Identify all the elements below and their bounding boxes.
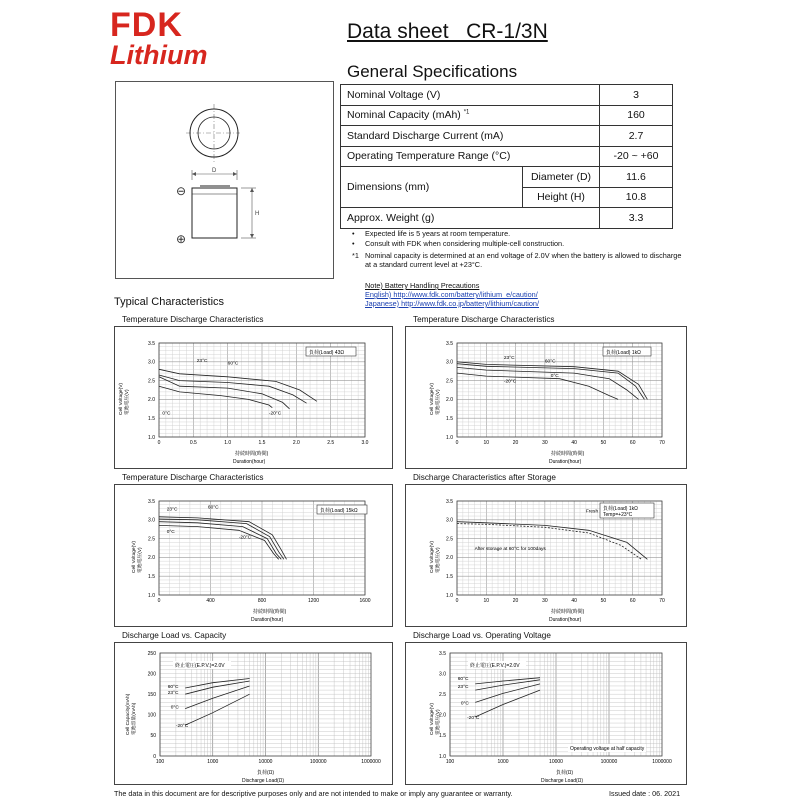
y-tick-label: 3.5 xyxy=(148,340,155,347)
minus-terminal-icon: ⊖ xyxy=(176,184,187,198)
x-tick-label: 70 xyxy=(659,440,665,446)
y-tick-label: 3.5 xyxy=(148,498,155,505)
chart-title: Discharge Load vs. Capacity xyxy=(122,631,227,640)
spec-label: Dimensions (mm) xyxy=(341,167,523,208)
chart-title: Discharge Characteristics after Storage xyxy=(413,473,556,482)
y-tick-label: 2.5 xyxy=(446,378,453,385)
x-tick-label: 0.5 xyxy=(189,440,197,446)
page-title: Data sheet CR-1/3N xyxy=(347,20,548,43)
y-axis-label-jp: 電池電圧(V) xyxy=(436,389,441,415)
series-label: After storage at 60°C for 100days xyxy=(474,546,546,552)
x-tick-label: 1600 xyxy=(359,598,371,604)
chart-c6 xyxy=(406,643,686,784)
chart-c4 xyxy=(406,485,686,626)
typical-characteristics-heading: Typical Characteristics xyxy=(114,296,225,308)
y-axis-label-jp: 電池電圧(V) xyxy=(125,389,130,415)
y-tick-label: 1.0 xyxy=(148,592,155,599)
chart-title: Temperature Discharge Characteristics xyxy=(122,473,264,482)
legend-text: 負荷(Load) 15kΩ xyxy=(320,508,358,514)
x-tick-label: 40 xyxy=(571,440,577,446)
y-axis-label-jp: 電池電圧(V) xyxy=(436,709,441,735)
general-spec-heading: General Specifications xyxy=(347,62,518,81)
x-tick-label: 20 xyxy=(512,440,519,446)
y-tick-label: 2.5 xyxy=(439,692,446,698)
series-label: -20°C xyxy=(503,379,517,385)
y-axis-label: Cell Voltage(V) xyxy=(430,383,435,415)
series-label: 23°C xyxy=(503,355,515,361)
y-tick-label: 2.0 xyxy=(148,397,155,404)
precautions-title: Note) Battery Handling Precautions xyxy=(365,281,480,290)
issued-date: Issued date : 06. 2021 xyxy=(609,789,681,798)
series-label: -20°C xyxy=(467,715,480,721)
x-tick-label: 30 xyxy=(542,598,548,604)
series-label: 60°C xyxy=(227,361,239,367)
chart-note: 終止電圧(E.P.V.)=2.0V xyxy=(175,663,225,669)
x-tick-label: 1200 xyxy=(307,598,320,604)
precautions-link-japanese[interactable]: Japanese) http://www.fdk.co.jp/battery/lithium/caution/ xyxy=(365,299,539,308)
spec-row-capacity xyxy=(341,105,673,126)
y-tick-label: 0 xyxy=(153,753,156,760)
x-axis-label: Duration(hour) xyxy=(549,617,582,623)
x-tick-label: 10 xyxy=(483,598,490,604)
y-tick-label: 2.5 xyxy=(148,378,155,385)
spec-sublabel: Height (H) xyxy=(523,187,600,208)
x-tick-label: 100 xyxy=(155,759,165,765)
chart-title: Temperature Discharge Characteristics xyxy=(413,315,555,324)
x-tick-label: 10 xyxy=(483,440,490,446)
series-label: 23°C xyxy=(457,685,469,691)
chart-note-half-capacity: Operating voltage at half capacity xyxy=(570,746,645,752)
chart-panel-c4 xyxy=(405,484,687,627)
y-axis-label: Cell Voltage(V) xyxy=(119,383,124,415)
y-tick-label: 1.5 xyxy=(446,416,453,422)
y-tick-label: 3.0 xyxy=(148,517,155,524)
y-tick-label: 3.5 xyxy=(446,340,453,347)
y-tick-label: 1.5 xyxy=(148,574,155,580)
spec-label: Standard Discharge Current (mA) xyxy=(341,126,600,147)
series-label: 0°C xyxy=(170,705,179,711)
chart-c1 xyxy=(115,327,392,468)
spec-value: 160 xyxy=(600,105,673,126)
chart-panel-c2 xyxy=(405,326,687,469)
spec-sublabel: Diameter (D) xyxy=(523,167,600,188)
x-axis-label-jp: 負荷(Ω) xyxy=(257,770,275,776)
fdk-logo: FDK xyxy=(110,6,183,44)
chart-panel-c3 xyxy=(114,484,393,627)
x-tick-label: 0 xyxy=(455,598,459,604)
series-line xyxy=(159,517,287,560)
chart-title: Temperature Discharge Characteristics xyxy=(122,315,264,324)
note-item xyxy=(352,229,682,239)
note-mark: • xyxy=(352,238,355,248)
y-tick-label: 1.5 xyxy=(446,574,453,580)
x-tick-label: 3.0 xyxy=(361,440,369,446)
x-tick-label: 1000000 xyxy=(361,759,381,765)
y-tick-label: 150 xyxy=(147,692,156,698)
series-line xyxy=(457,524,642,560)
x-tick-label: 2.5 xyxy=(327,440,335,446)
x-tick-label: 10000 xyxy=(549,759,563,765)
dim-h-label: H xyxy=(255,211,260,217)
precautions-link-english[interactable]: English) http://www.fdk.com/battery/lithium_e/caution/ xyxy=(365,290,538,299)
legend-text: 負荷(Load) 43Ω xyxy=(309,350,345,356)
y-axis-label: Cell Voltage(V) xyxy=(430,541,435,573)
x-tick-label: 1000000 xyxy=(652,759,672,765)
x-axis-label-jp: 持続時間(時間) xyxy=(551,609,585,615)
series-line xyxy=(185,681,249,694)
chart-title: Discharge Load vs. Operating Voltage xyxy=(413,631,551,640)
y-tick-label: 1.5 xyxy=(439,733,446,740)
series-label: 60°C xyxy=(457,676,469,682)
x-axis-label-jp: 持続時間(時間) xyxy=(551,451,585,457)
y-tick-label: 2.5 xyxy=(148,536,155,543)
spec-label: Nominal Capacity (mAh) xyxy=(347,109,461,122)
series-label: 60°C xyxy=(167,685,179,691)
x-tick-label: 20 xyxy=(512,598,519,604)
series-line xyxy=(475,680,540,690)
spec-row-temp xyxy=(341,146,673,167)
legend-text: 負荷(Load) 1kΩ xyxy=(603,506,638,512)
y-axis-label-jp: 電池電圧(V) xyxy=(138,547,143,573)
x-tick-label: 70 xyxy=(659,598,665,604)
y-tick-label: 2.5 xyxy=(446,536,453,543)
note-mark: • xyxy=(352,229,355,238)
series-label: 23°C xyxy=(196,358,208,364)
lithium-logo-text: Lithium xyxy=(110,40,208,70)
spec-value: 3 xyxy=(600,85,673,106)
y-tick-label: 1.0 xyxy=(148,434,155,441)
y-axis-label: Cell Voltage(V) xyxy=(132,541,137,573)
spec-row-current xyxy=(341,126,673,147)
spec-label: Nominal Voltage (V) xyxy=(341,85,600,106)
chart-panel-c1 xyxy=(114,326,393,469)
y-tick-label: 3.5 xyxy=(446,498,453,505)
spec-value: 10.8 xyxy=(600,187,673,208)
chart-panel-c6 xyxy=(405,642,687,785)
series-line xyxy=(475,684,540,703)
y-tick-label: 100 xyxy=(147,712,156,719)
cell-drawing xyxy=(115,81,334,279)
y-tick-label: 3.0 xyxy=(446,359,453,366)
series-line xyxy=(159,377,290,409)
y-axis-label: Cell Capacity(mAh) xyxy=(126,693,131,735)
series-label: -20°C xyxy=(175,724,189,730)
x-tick-label: 100 xyxy=(445,759,455,765)
y-axis-label-jp: 電池電圧(V) xyxy=(436,547,441,573)
spec-row-diameter xyxy=(341,167,673,188)
footnote-mark: *1 xyxy=(463,109,470,116)
spec-value: -20 ~ +60 xyxy=(600,146,673,167)
series-label: 0°C xyxy=(550,373,559,379)
plot-frame xyxy=(457,343,662,437)
series-label: 0°C xyxy=(162,411,171,417)
y-tick-label: 3.0 xyxy=(148,359,155,366)
y-tick-label: 2.0 xyxy=(446,555,453,562)
y-tick-label: 1.0 xyxy=(439,753,446,760)
dim-d-label: D xyxy=(212,168,217,174)
legend-text-temp: Temp=+23°C xyxy=(603,512,633,518)
spec-row-weight xyxy=(341,208,673,229)
series-label: 0°C xyxy=(166,529,175,535)
y-tick-label: 1.0 xyxy=(446,592,453,599)
chart-c5 xyxy=(115,643,392,784)
y-axis-label: Cell Voltage(V) xyxy=(430,703,435,735)
spec-label: Operating Temperature Range (°C) xyxy=(341,146,600,167)
x-tick-label: 400 xyxy=(206,598,215,604)
y-tick-label: 1.0 xyxy=(446,434,453,441)
spec-value: 2.7 xyxy=(600,126,673,147)
cell-drawing-svg xyxy=(116,82,333,278)
x-tick-label: 800 xyxy=(257,598,267,604)
x-tick-label: 50 xyxy=(600,598,607,604)
series-line xyxy=(159,369,317,401)
x-axis-label: Duration(hour) xyxy=(251,617,284,623)
x-axis-label: Discharge Load(Ω) xyxy=(541,778,584,784)
chart-panel-c5 xyxy=(114,642,393,785)
y-tick-label: 3.0 xyxy=(446,517,453,524)
legend-text: 負荷(Load) 1kΩ xyxy=(606,350,641,356)
series-label: 23°C xyxy=(166,507,178,513)
spec-value: 3.3 xyxy=(600,208,673,229)
y-tick-label: 2.0 xyxy=(439,712,446,719)
x-tick-label: 10000 xyxy=(258,759,273,765)
x-tick-label: 60 xyxy=(629,440,636,446)
x-tick-label: 1000 xyxy=(207,759,219,765)
x-tick-label: 100000 xyxy=(309,759,327,765)
spec-label: Approx. Weight (g) xyxy=(341,208,600,229)
note-text: Consult with FDK when considering multiple-cell construction. xyxy=(365,238,565,248)
x-axis-label-jp: 持続時間(時間) xyxy=(253,609,287,615)
x-tick-label: 30 xyxy=(542,440,548,446)
x-tick-label: 100000 xyxy=(600,759,618,765)
x-axis-label-jp: 負荷(Ω) xyxy=(556,770,574,776)
chart-note: 終止電圧(E.P.V.)=2.0V xyxy=(470,663,520,669)
note-mark: *1 xyxy=(352,250,359,260)
series-label: 60°C xyxy=(544,359,556,365)
spec-notes xyxy=(352,229,682,270)
y-tick-label: 2.0 xyxy=(446,397,453,404)
y-tick-label: 3.5 xyxy=(439,650,446,657)
x-axis-label-jp: 持続時間(時間) xyxy=(235,451,269,457)
series-label: -20°C xyxy=(268,411,282,417)
note-item xyxy=(352,239,682,249)
series-line xyxy=(185,686,249,709)
x-tick-label: 40 xyxy=(571,598,577,604)
disclaimer: The data in this document are for descriptive purposes only and are not intended to make or imply any guarantee or warranty. xyxy=(114,789,513,798)
handling-precautions xyxy=(365,281,539,308)
series-label: 0°C xyxy=(460,701,469,707)
general-spec-table xyxy=(340,84,673,229)
x-tick-label: 0 xyxy=(157,598,161,604)
x-tick-label: 1.0 xyxy=(224,440,232,446)
x-tick-label: 0 xyxy=(455,440,459,446)
x-tick-label: 2.0 xyxy=(292,440,300,446)
chart-c2 xyxy=(406,327,686,468)
x-axis-label: Discharge Load(Ω) xyxy=(242,778,285,784)
note-item xyxy=(352,251,682,271)
x-axis-label: Duration(hour) xyxy=(549,459,582,465)
x-tick-label: 50 xyxy=(600,440,607,446)
y-tick-label: 3.0 xyxy=(439,671,446,678)
y-tick-label: 200 xyxy=(147,671,156,678)
y-tick-label: 2.0 xyxy=(148,555,155,562)
y-tick-label: 50 xyxy=(150,733,156,740)
series-label: Fresh xyxy=(585,509,599,515)
x-tick-label: 0 xyxy=(157,440,161,446)
x-tick-label: 1.5 xyxy=(258,440,266,446)
plus-terminal-icon: ⊕ xyxy=(176,232,187,246)
spec-row-voltage xyxy=(341,85,673,106)
note-text: Nominal capacity is determined at an end voltage of 2.0V when the battery is allowed to discharge at a standard current level at +23°C. xyxy=(365,250,682,270)
y-axis-label-jp: 電池容量(mAh) xyxy=(132,702,137,735)
y-tick-label: 250 xyxy=(147,650,156,657)
series-line xyxy=(185,694,249,725)
spec-value: 11.6 xyxy=(600,167,673,188)
y-tick-label: 1.5 xyxy=(148,416,155,422)
x-tick-label: 1000 xyxy=(497,759,509,765)
chart-c3 xyxy=(115,485,392,626)
series-label: 60°C xyxy=(207,505,219,511)
x-tick-label: 60 xyxy=(629,598,636,604)
series-label: -20°C xyxy=(238,535,252,541)
spec-label-capacity xyxy=(341,105,600,126)
x-axis-label: Duration(hour) xyxy=(233,459,266,465)
series-label: 23°C xyxy=(167,691,179,697)
note-text: Expected life is 5 years at room temperature. xyxy=(365,229,511,238)
